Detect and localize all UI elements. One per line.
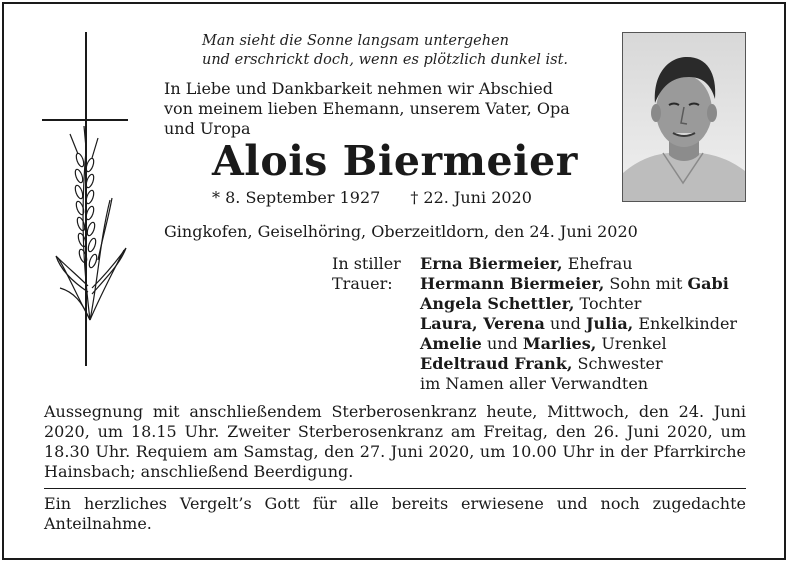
- life-dates: [212, 188, 532, 208]
- mourning-label-line: In stiller: [332, 254, 401, 273]
- portrait-photo: [622, 32, 746, 202]
- birth-date: * 8. September 1927: [212, 188, 381, 207]
- mourning-label: [332, 254, 401, 294]
- mourner-name: Julia,: [585, 314, 634, 333]
- mourner-relation: Schwester: [572, 354, 663, 373]
- mourner-relation: und: [544, 314, 586, 333]
- intro-text: [164, 79, 604, 139]
- mourner-name: Hermann Biermeier,: [420, 274, 605, 293]
- mourner-name: Amelie: [420, 334, 482, 353]
- mourning-label-line: Trauer:: [332, 274, 393, 293]
- mourner-relation: Sohn mit: [604, 274, 688, 293]
- mourner-row: [420, 274, 737, 294]
- mourner-name: Erna Biermeier,: [420, 254, 563, 273]
- mourners-list: [420, 254, 737, 394]
- intro-line: In Liebe und Dankbarkeit nehmen wir Abschied: [164, 79, 554, 98]
- place-and-date: Gingkofen, Geiselhöring, Oberzeitldorn, den 24. Juni 2020: [164, 222, 638, 241]
- mourner-name: Marlies,: [522, 334, 597, 353]
- motto-verse: [202, 32, 568, 70]
- mourner-row: [420, 334, 737, 354]
- mourner-relation: Tochter: [574, 294, 642, 313]
- mourner-relation: Enkelkinder: [633, 314, 738, 333]
- service-details: Aussegnung mit anschließendem Sterberosenkranz heute, Mittwoch, den 24. Juni 2020, um 18.15 Uhr. Zweiter Sterberosenkranz am Freitag, den 26. Juni 2020, um 18.30 Uhr. Requiem am Samstag, den 27. Juni 2020, um 10.00 Uhr in der Pfarrkirche Hainsbach; anschließend Beerdigung.: [44, 402, 746, 481]
- mourner-name: Edeltraud Frank,: [420, 354, 573, 373]
- motto-line: und erschrickt doch, wenn es plötzlich dunkel ist.: [202, 52, 569, 68]
- mourner-relation: im Namen aller Verwandten: [420, 374, 649, 393]
- mourner-name: Gabi: [687, 274, 729, 293]
- mourner-row: [420, 294, 737, 314]
- intro-line: und Uropa: [164, 119, 251, 138]
- mourner-relation: und: [481, 334, 523, 353]
- mourner-relation: Urenkel: [596, 334, 667, 353]
- mourner-relation: Ehefrau: [562, 254, 633, 273]
- divider: [44, 488, 746, 489]
- mourner-row: [420, 254, 737, 274]
- mourner-name: Laura, Verena: [420, 314, 545, 333]
- motto-line: Man sieht die Sonne langsam untergehen: [202, 33, 509, 49]
- mourner-row: [420, 354, 737, 374]
- death-date: † 22. Juni 2020: [410, 188, 532, 207]
- thanks-text: Ein herzliches Vergelt’s Gott für alle bereits erwiesene und noch zugedachte Anteilnahme.: [44, 494, 746, 533]
- mourner-row: [420, 374, 737, 394]
- portrait-photo-drawing: [623, 33, 745, 201]
- cross-with-wheat-icon: [40, 30, 136, 370]
- mourner-name: Angela Schettler,: [420, 294, 575, 313]
- mourner-row: [420, 314, 737, 334]
- intro-line: von meinem lieben Ehemann, unserem Vater, Opa: [164, 99, 570, 118]
- deceased-name: Alois Biermeier: [212, 137, 578, 185]
